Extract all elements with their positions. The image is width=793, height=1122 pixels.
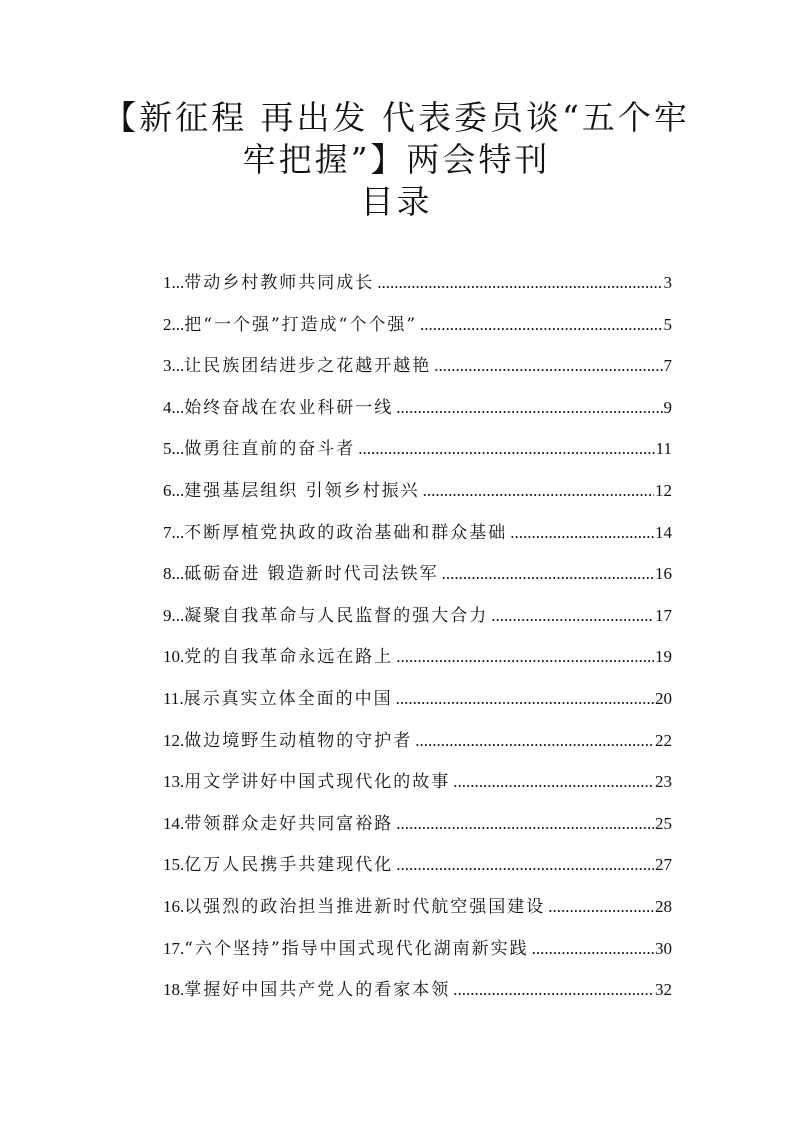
dot-leader [396, 855, 654, 875]
toc-entry-number: 7... [163, 522, 185, 542]
toc-entry-title: 砥砺奋进 锻造新时代司法铁军 [184, 564, 439, 585]
toc-entry-page: 9 [663, 397, 672, 417]
toc-entry-page: 19 [655, 647, 672, 667]
toc-entry-number: 2... [163, 314, 185, 334]
dot-leader [396, 689, 654, 709]
toc-entry-page: 28 [655, 896, 672, 916]
toc-entry-title: “六个坚持”指导中国式现代化湖南新实践 [184, 938, 529, 959]
toc-entry-number: 6... [163, 480, 185, 500]
toc-entry-title: 展示真实立体全面的中国 [183, 688, 393, 709]
dot-leader [423, 481, 654, 501]
dot-leader [420, 315, 662, 335]
dot-leader [396, 647, 654, 667]
toc-entry-page: 22 [655, 730, 672, 750]
toc-entry-13[interactable] [163, 767, 672, 809]
toc-entry-title: 党的自我革命永远在路上 [184, 647, 394, 668]
toc-entry-title: 带领群众走好共同富裕路 [184, 813, 394, 834]
toc-entry-page: 11 [655, 439, 672, 459]
toc-entry-page: 20 [655, 688, 672, 708]
toc-entry-page: 14 [655, 522, 672, 542]
toc-heading: 目录 [360, 182, 433, 221]
toc-entry-title: 做边境野生动植物的守护者 [184, 730, 413, 751]
toc-entry-3[interactable] [163, 351, 672, 393]
toc-entry-number: 9... [163, 605, 185, 625]
toc-entry-2[interactable] [163, 310, 672, 352]
dot-leader [442, 564, 654, 584]
toc-entry-number: 15. [163, 855, 185, 875]
toc-entry-title: 凝聚自我革命与人民监督的强大合力 [184, 605, 489, 626]
toc-entry-6[interactable] [163, 476, 672, 518]
table-of-contents [163, 268, 672, 1017]
toc-entry-title: 用文学讲好中国式现代化的故事 [184, 772, 451, 793]
toc-entry-17[interactable] [163, 934, 672, 976]
toc-entry-page: 7 [663, 356, 672, 376]
toc-entry-number: 13. [163, 772, 185, 792]
dot-leader [396, 814, 654, 834]
dot-leader [532, 939, 654, 959]
toc-entry-title: 把“一个强”打造成“个个强” [184, 314, 418, 335]
dot-leader [491, 606, 654, 626]
toc-entry-number: 11. [163, 688, 184, 708]
document-title-line-1: 【新征程 再出发 代表委员谈“五个牢 [103, 98, 690, 137]
toc-entry-page: 27 [655, 855, 672, 875]
toc-entry-number: 17. [163, 938, 185, 958]
toc-entry-number: 18. [163, 980, 185, 1000]
toc-entry-page: 17 [655, 605, 672, 625]
toc-entry-number: 12. [163, 730, 185, 750]
toc-entry-title: 让民族团结进步之花越开越艳 [184, 356, 432, 377]
toc-entry-11[interactable] [163, 684, 672, 726]
toc-entry-page: 12 [655, 480, 672, 500]
toc-entry-number: 10. [163, 647, 185, 667]
toc-entry-16[interactable] [163, 892, 672, 934]
toc-entry-title: 建强基层组织 引领乡村振兴 [184, 480, 420, 501]
toc-entry-15[interactable] [163, 850, 672, 892]
toc-entry-page: 25 [655, 813, 672, 833]
toc-entry-title: 亿万人民携手共建现代化 [184, 855, 394, 876]
toc-entry-page: 5 [663, 314, 672, 334]
toc-entry-title: 始终奋战在农业科研一线 [184, 397, 394, 418]
dot-leader [434, 356, 662, 376]
toc-entry-5[interactable] [163, 434, 672, 476]
toc-entry-8[interactable] [163, 559, 672, 601]
toc-entry-page: 30 [655, 938, 672, 958]
toc-entry-1[interactable] [163, 268, 672, 310]
toc-entry-9[interactable] [163, 601, 672, 643]
dot-leader [396, 398, 662, 418]
dot-leader [358, 439, 654, 459]
dot-leader [453, 980, 654, 1000]
toc-entry-title: 做勇往直前的奋斗者 [184, 439, 356, 460]
toc-entry-4[interactable] [163, 393, 672, 435]
dot-leader [415, 731, 654, 751]
dot-leader [548, 897, 654, 917]
toc-entry-number: 5... [163, 439, 185, 459]
toc-entry-number: 16. [163, 896, 185, 916]
toc-entry-title: 以强烈的政治担当推进新时代航空强国建设 [184, 896, 546, 917]
toc-entry-18[interactable] [163, 975, 672, 1017]
toc-entry-page: 16 [655, 564, 672, 584]
toc-entry-number: 14. [163, 813, 185, 833]
toc-entry-14[interactable] [163, 809, 672, 851]
dot-leader [510, 523, 654, 543]
toc-entry-number: 3... [163, 356, 185, 376]
toc-entry-number: 1... [163, 273, 185, 292]
toc-entry-number: 4... [163, 397, 185, 417]
toc-entry-7[interactable] [163, 518, 672, 560]
dot-leader [453, 772, 654, 792]
toc-entry-page: 23 [655, 772, 672, 792]
toc-entry-page: 3 [663, 273, 672, 292]
dot-leader [377, 273, 662, 293]
toc-entry-page: 32 [655, 980, 672, 1000]
toc-entry-title: 不断厚植党执政的政治基础和群众基础 [184, 522, 508, 543]
toc-entry-title: 掌握好中国共产党人的看家本领 [184, 980, 451, 1001]
toc-entry-number: 8... [163, 564, 185, 584]
toc-entry-title: 带动乡村教师共同成长 [184, 273, 375, 293]
toc-entry-12[interactable] [163, 726, 672, 768]
toc-entry-10[interactable] [163, 642, 672, 684]
document-title-line-2: 牢把握”】两会特刊 [242, 140, 551, 179]
